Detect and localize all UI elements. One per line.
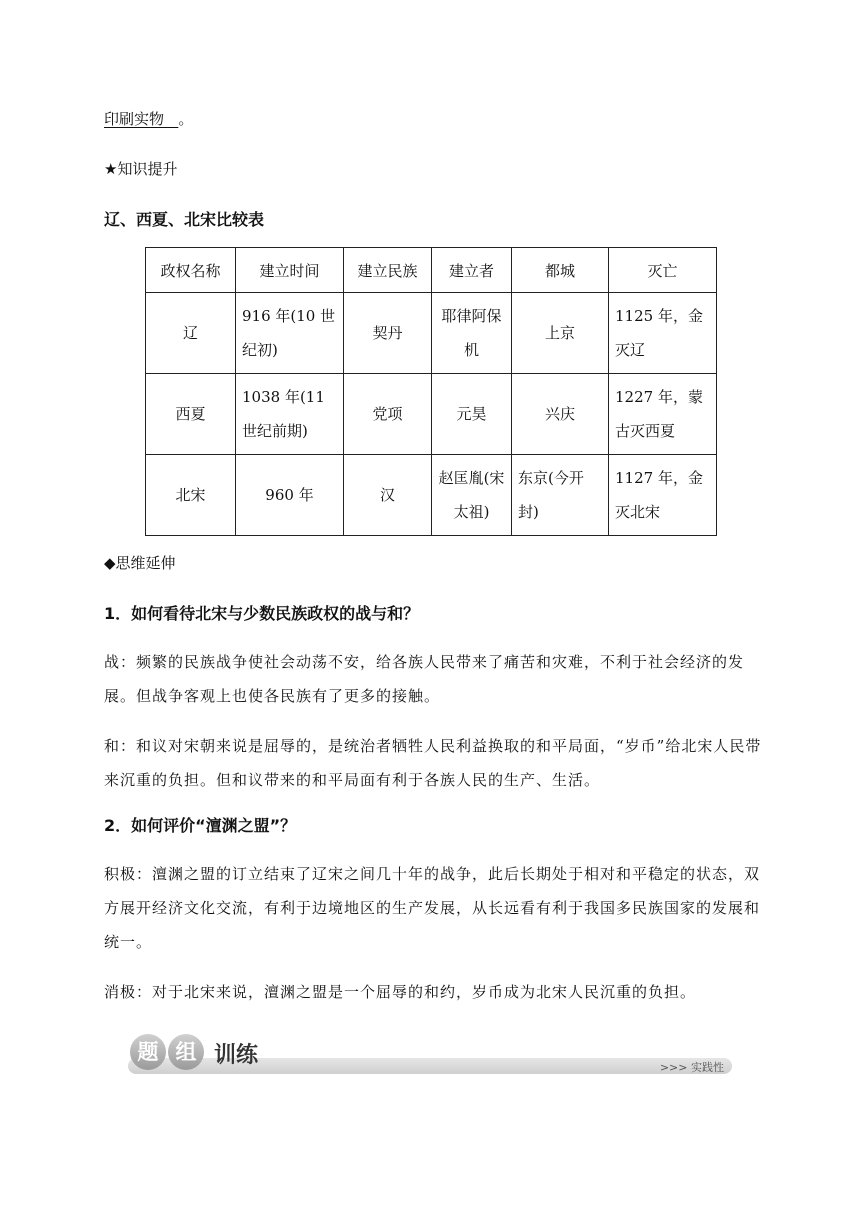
table-cell: 赵匡胤(宋太祖) [432,455,512,536]
knowledge-heading: ★知识提升 [104,160,178,178]
answer-war: 战：频繁的民族战争使社会动荡不安，给各族人民带来了痛苦和灾难，不利于社会经济的发展。但战争客观上也使各民族有了更多的接触。 [104,653,745,705]
answer-peace: 和：和议对宋朝来说是屈辱的，是统治者牺牲人民利益换取的和平局面，“岁币”给北宋人民带来沉重的负担。但和议带来的和平局面有利于各族人民的生产、生活。 [104,737,762,789]
section-banner [128,1032,732,1076]
header-cell: 灭亡 [609,248,717,293]
table-title: 辽、西夏、北宋比较表 [104,210,265,229]
underlined-text: 印刷实物 [104,110,165,128]
answer-negative: 消极：对于北宋来说，澶渊之盟是一个屈辱的和约，岁币成为北宋人民沉重的负担。 [104,983,697,1001]
end-mark: 。 [178,110,194,128]
header-cell: 建立者 [432,248,512,293]
table-row [146,374,717,455]
table-cell: 北宋 [146,455,236,536]
question-2: 2．如何评价“澶渊之盟”？ [104,816,297,835]
header-cell: 都城 [512,248,609,293]
banner-bubble-1: 题 [130,1034,166,1070]
table-header-row [146,248,717,293]
banner-tag: >>> 实践性 [659,1061,724,1074]
table-cell: 1127 年，金灭北宋 [609,455,717,536]
table-cell: 契丹 [344,293,432,374]
table-cell: 汉 [344,455,432,536]
header-cell: 建立民族 [344,248,432,293]
question-1: 1．如何看待北宋与少数民族政权的战与和？ [104,604,420,623]
table-cell: 耶律阿保机 [432,293,512,374]
table-row [146,455,717,536]
header-cell: 政权名称 [146,248,236,293]
thinking-heading: ◆思维延伸 [104,554,176,572]
banner-title: 训练 [214,1043,259,1068]
comparison-table [145,247,717,536]
banner-bubble-2: 组 [168,1034,204,1070]
table-cell: 916 年(10 世纪初) [236,293,344,374]
table-row [146,293,717,374]
table-cell: 上京 [512,293,609,374]
table-cell: 党项 [344,374,432,455]
table-cell: 东京(今开封) [512,455,609,536]
table-cell: 辽 [146,293,236,374]
header-cell: 建立时间 [236,248,344,293]
table-cell: 960 年 [236,455,344,536]
table-cell: 1125 年，金灭辽 [609,293,717,374]
table-cell: 元昊 [432,374,512,455]
table-cell: 1227 年，蒙古灭西夏 [609,374,717,455]
answer-positive: 积极：澶渊之盟的订立结束了辽宋之间几十年的战争，此后长期处于相对和平稳定的状态，双方展开经济文化交流，有利于边境地区的生产发展，从长远看有利于我国多民族国家的发展和统一。 [104,865,761,951]
table-cell: 兴庆 [512,374,609,455]
table-cell: 西夏 [146,374,236,455]
intro-line [104,108,193,129]
table-cell: 1038 年(11 世纪前期) [236,374,344,455]
